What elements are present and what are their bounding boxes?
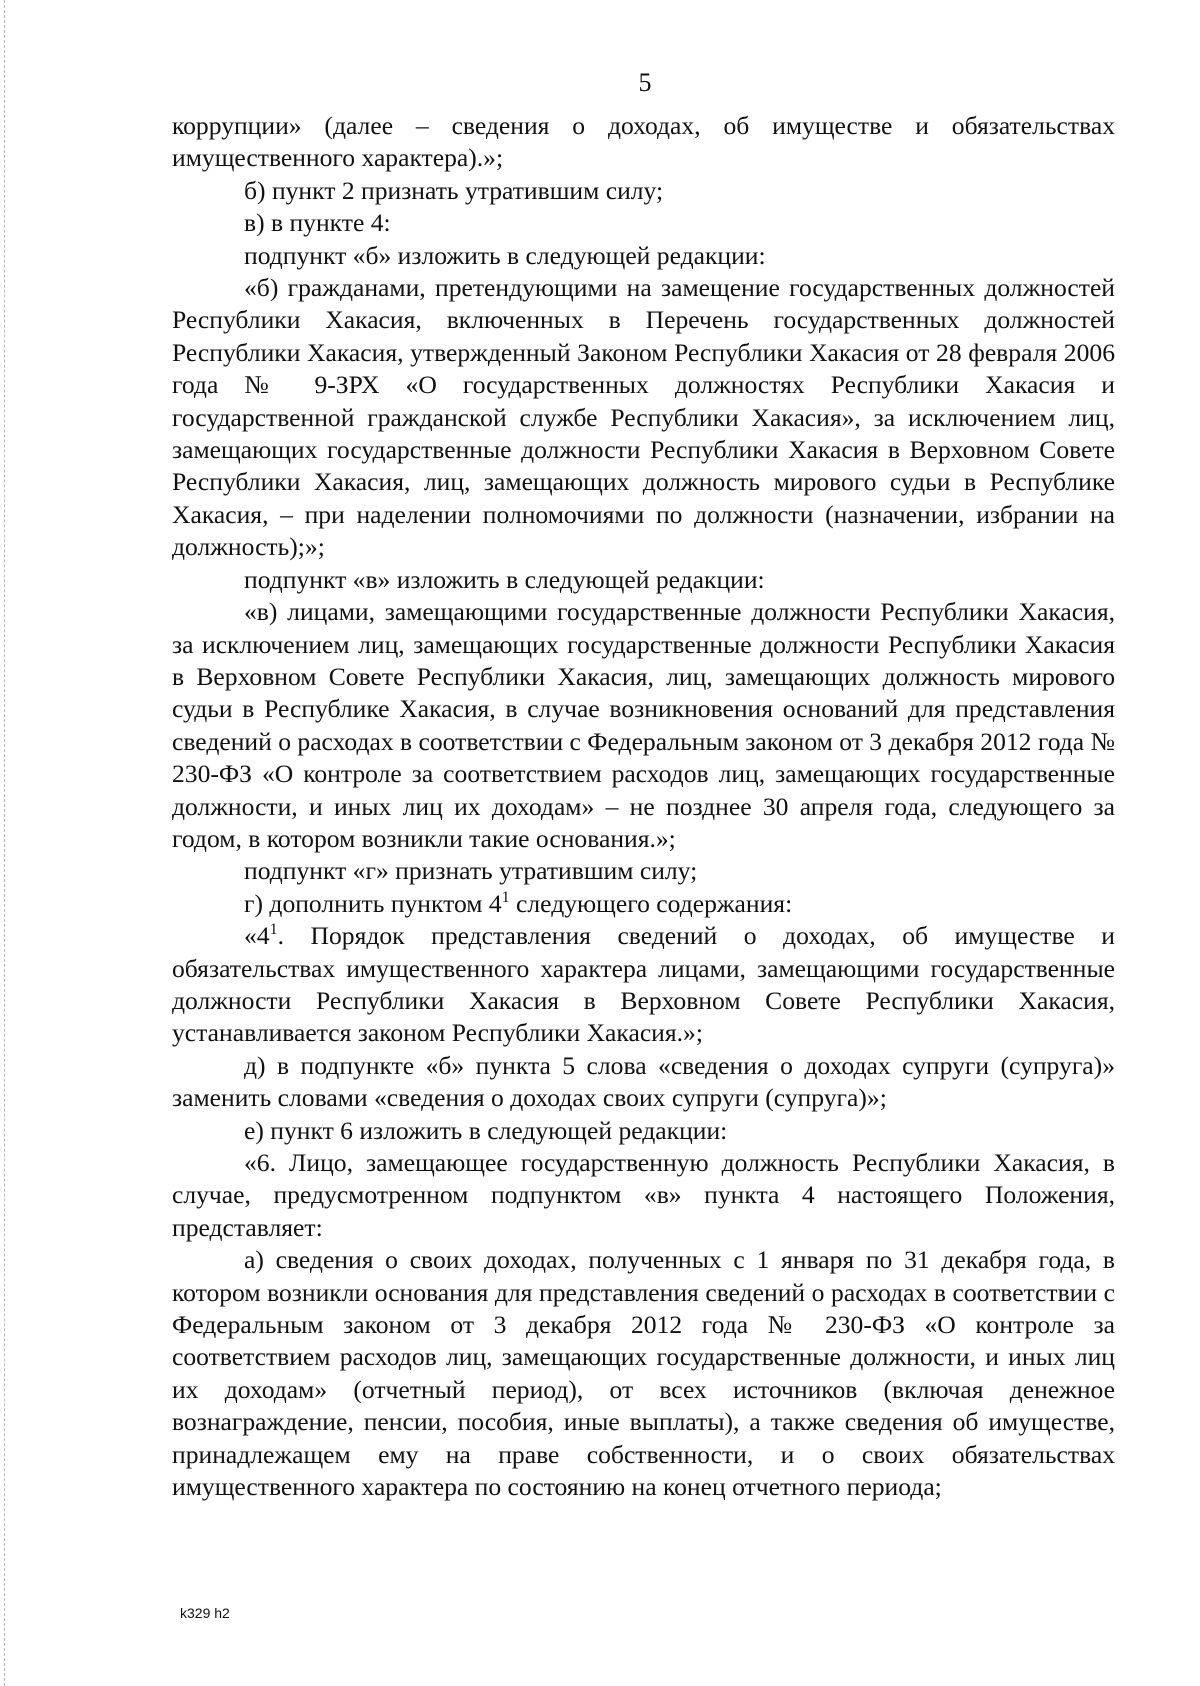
paragraph-point-4-1-superscript: 1 [269, 921, 278, 939]
paragraph-item-b: б) пункт 2 признать утратившим силу; [244, 175, 664, 205]
footer-code: k329 h2 [180, 1605, 230, 1621]
paragraph-item-g-after: следующего содержания: [509, 888, 793, 918]
scan-edge-line [4, 0, 5, 1686]
paragraph-subitem-g: подпункт «г» признать утратившим силу; [244, 856, 698, 886]
paragraph-subitem-b-heading: подпункт «б» изложить в следующей редакции: [244, 240, 766, 270]
paragraph-item-e: е) пункт 6 изложить в следующей редакции: [244, 1115, 728, 1145]
paragraph-item-g-before: г) дополнить пунктом 4 [244, 888, 502, 918]
paragraph-point-4-1-before: «4 [244, 921, 270, 951]
paragraph-point-4-1-after: . Порядок представления сведений о доходах, об имуществе и обязательствах имущественного характера лицами, замещающими государственные должности Республики Хакасия в Верховном Совете Республики Хакасия, устанавливается законом Республики Хакасия.»; [172, 921, 1115, 1048]
paragraph-item-d: д) в подпункте «б» пункта 5 слова «сведения о доходах супруги (супруга)» заменить словами «сведения о доходах своих супруги (супруга)»; [172, 1050, 1115, 1113]
paragraph-subitem-v-heading: подпункт «в» изложить в следующей редакции: [244, 564, 765, 594]
paragraph-subitem-b-text: «б) гражданами, претендующими на замещение государственных должностей Республики Хакасия, включенных в Перечень государственных должностей Республики Хакасия, утвержденный Законом Республики Хакасия от 28 февраля 2006 года № 9-ЗРХ «О государственных должностях Республики Хакасия и государственной гражданской службе Республики Хакасия», за исключением лиц, замещающих государственные должности Республики Хакасия в Верховном Совете Республики Хакасия, лиц, замещающих должность мирового судьи в Республике Хакасия, – при наделении полномочиями по должности (назначении, избрании на должность);»; [172, 273, 1115, 562]
paragraph-point-6: «6. Лицо, замещающее государственную должность Республики Хакасия, в случае, предусмотренном подпунктом «в» пункта 4 настоящего Положения, представляет: [172, 1148, 1115, 1242]
document-body [172, 110, 1115, 1503]
paragraph-subitem-v-text: «в) лицами, замещающими государственные должности Республики Хакасия, за исключением лиц, замещающих государственные должности Республики Хакасия в Верховном Совете Республики Хакасия, лиц, замещающих должность мирового судьи в Республике Хакасия, в случае возникновения оснований для представления сведений о расходах в соответствии с Федеральным законом от 3 декабря 2012 года № 230-ФЗ «О контроле за соответствием расходов лиц, замещающих государственные должности, и иных лиц их доходам» – не позднее 30 апреля года, следующего за годом, в котором возникли такие основания.»; [172, 597, 1115, 853]
page-number: 5 [638, 68, 652, 97]
paragraph-continuation: коррупции» (далее – сведения о доходах, об имуществе и обязательствах имущественного характера).»; [172, 111, 1115, 173]
paragraph-item-g [172, 888, 1115, 920]
paragraph-point-6-a: а) сведения о своих доходах, полученных с 1 января по 31 декабря года, в котором возникли основания для представления сведений о расходах в соответствии с Федеральным законом от 3 декабря 2012 года № 230-ФЗ «О контроле за соответствием расходов лиц, замещающих государственные должности, и иных лиц их доходам» (отчетный период), от всех источников (включая денежное вознаграждение, пенсии, пособия, иные выплаты), а также сведения об имуществе, принадлежащем ему на праве собственности, и о своих обязательствах имущественного характера по состоянию на конец отчетного периода; [172, 1245, 1115, 1502]
paragraph-item-g-superscript: 1 [501, 888, 510, 906]
paragraph-point-4-1 [172, 920, 1115, 1050]
paragraph-item-v: в) в пункте 4: [244, 208, 391, 238]
